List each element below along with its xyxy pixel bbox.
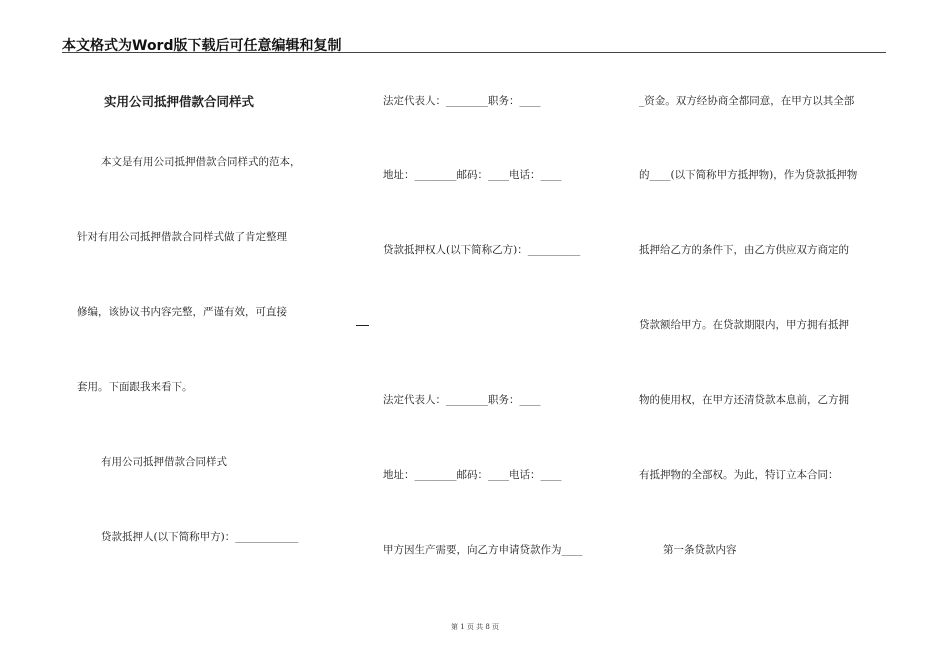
col1-line-1: 本文是有用公司抵押借款合同样式的范本， [101, 156, 301, 168]
col3-line-6: 有抵押物的全部权。为此，特订立本合同： [639, 469, 839, 481]
col2-line-6: 甲方因生产需要，向乙方申请贷款作为____ [383, 544, 583, 556]
col2-line-1: 法定代表人：________职务：____ [383, 95, 541, 107]
col1-line-3: 修编，该协议书内容完整，严谨有效，可直接 [77, 306, 287, 318]
col1-line-5: 有用公司抵押借款合同样式 [101, 456, 227, 468]
col3-line-5: 物的使用权，在甲方还清贷款本息前，乙方拥 [639, 394, 849, 406]
col3-line-1: _资金。双方经协商全都同意，在甲方以其全部 [639, 95, 855, 107]
col2-line-3: 贷款抵押权人(以下简称乙方)：__________ [383, 244, 581, 256]
col3-line-7: 第一条贷款内容 [663, 544, 737, 556]
col1-line-2: 针对有用公司抵押借款合同样式做了肯定整理 [77, 231, 287, 243]
document-title: 实用公司抵押借款合同样式 [104, 94, 255, 109]
col1-line-6: 贷款抵押人(以下简称甲方)：____________ [101, 531, 299, 543]
separator-dash [356, 325, 369, 326]
col2-line-2: 地址：________邮码：____电话：____ [383, 169, 562, 181]
header-divider [62, 52, 886, 53]
col2-line-5: 地址：________邮码：____电话：____ [383, 469, 562, 481]
col1-line-4: 套用。下面跟我来看下。 [77, 381, 193, 393]
page-footer: 第 1 页 共 8 页 [450, 623, 500, 631]
col3-line-2: 的____(以下简称甲方抵押物)，作为贷款抵押物 [639, 169, 858, 181]
document-header: 本文格式为Word版下载后可任意编辑和复制 [62, 38, 342, 54]
col3-line-3: 抵押给乙方的条件下，由乙方供应双方商定的 [639, 244, 849, 256]
col2-line-4: 法定代表人：________职务：____ [383, 394, 541, 406]
col3-line-4: 贷款额给甲方。在贷款期限内，甲方拥有抵押 [639, 319, 849, 331]
